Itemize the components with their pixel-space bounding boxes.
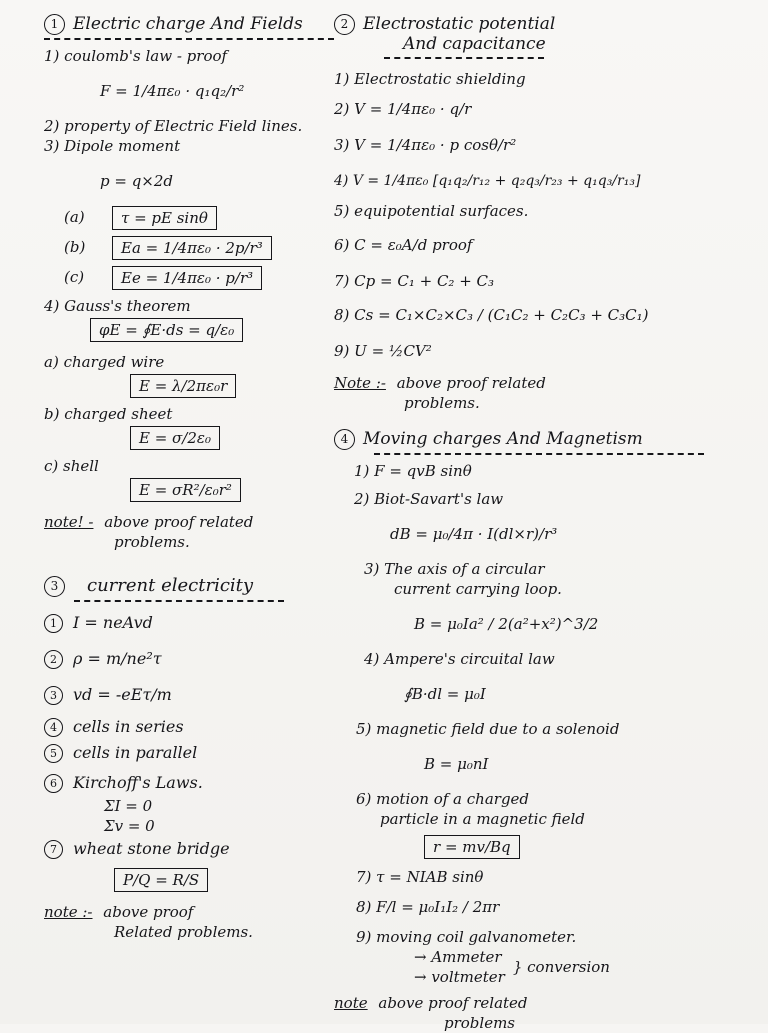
boxed-formula: τ = pE sinθ: [112, 206, 217, 230]
note: [334, 993, 754, 1033]
item-text: I = neAvd: [73, 613, 153, 632]
note-tag: note :-: [44, 903, 93, 921]
boxed-formula: P/Q = R/S: [114, 868, 208, 892]
topic-item: 2) property of Electric Field lines.: [44, 117, 303, 135]
conversion-item: → voltmeter: [414, 968, 505, 986]
topic-item: 1) Electrostatic shielding: [334, 70, 526, 88]
item-text: wheat stone bridge: [73, 839, 230, 858]
topic-item: 9) moving coil galvanometer.: [356, 928, 577, 946]
note-tag: note: [334, 994, 368, 1012]
note-text: problems: [444, 1014, 516, 1032]
kirchoff-law: ΣI = 0: [104, 797, 153, 815]
heading-underline: [384, 57, 544, 59]
topic-item: 3) The axis of a circular: [364, 560, 545, 578]
galvanometer-conversion: [334, 947, 754, 987]
item-number: 6: [44, 774, 63, 793]
radius-formula-wrap: [334, 835, 754, 859]
note-tag: note! -: [44, 513, 94, 531]
heading-underline: [374, 453, 704, 455]
section-title: Electric charge And Fields: [73, 14, 303, 34]
case-label: (b): [64, 238, 86, 256]
boxed-formula: E = σ/2ε₀: [130, 426, 220, 450]
section-title: Moving charges And Magnetism: [363, 429, 643, 449]
boxed-formula: φE = ∮E·ds = q/ε₀: [90, 318, 243, 342]
list-item: [44, 836, 334, 862]
case-formula-wrap: [44, 426, 334, 450]
topic-item: 2) V = 1/4πε₀ · q/r: [334, 100, 472, 118]
case-label: c) shell: [44, 457, 99, 475]
gauss-formula-wrap: [44, 318, 334, 342]
note: [44, 512, 334, 552]
formula: F = 1/4πε₀ · q₁q₂/r²: [100, 82, 245, 100]
boxed-formula: Ea = 1/4πε₀ · 2p/r³: [112, 236, 272, 260]
section-moving-charges: [334, 429, 754, 1033]
title-line: And capacitance: [403, 34, 546, 54]
note-text: above proof related: [378, 994, 528, 1012]
topic-item: 4) Ampere's circuital law: [364, 650, 555, 668]
section-number: 4: [334, 429, 355, 450]
case-label: (c): [64, 268, 85, 286]
wheatstone-formula-wrap: [44, 868, 334, 892]
case-label: b) charged sheet: [44, 405, 173, 423]
dipole-cases: [44, 206, 334, 290]
list-item: [44, 646, 334, 672]
section-electric-charges: [44, 14, 334, 552]
topic-item: 2) Biot-Savart's law: [354, 490, 504, 508]
dipole-case: [64, 266, 334, 290]
topic-item: current carrying loop.: [394, 580, 562, 598]
note-text: above proof related: [396, 374, 546, 392]
topic-item: 9) U = ½CV²: [334, 342, 432, 360]
section-number: 1: [44, 14, 65, 35]
topic-item: 8) F/l = μ₀I₁I₂ / 2πr: [356, 898, 500, 916]
title-line: Electrostatic potential: [363, 14, 556, 34]
item-text: ρ = m/ne²τ: [73, 649, 162, 668]
boxed-formula: Ee = 1/4πε₀ · p/r³: [112, 266, 262, 290]
note: [44, 902, 334, 942]
section-heading: [334, 14, 754, 54]
note-text: Related problems.: [114, 923, 253, 941]
dipole-case: [64, 236, 334, 260]
topic-item: 5) equipotential surfaces.: [334, 202, 529, 220]
item-number: 7: [44, 840, 63, 859]
section-title: current electricity: [87, 575, 254, 596]
topic-item: 6) motion of a charged: [356, 790, 530, 808]
item-number: 3: [44, 686, 63, 705]
formula: p = q×2d: [100, 172, 174, 190]
list-item: [44, 770, 334, 796]
heading-underline: [74, 600, 284, 602]
note: [334, 373, 754, 413]
formula: dB = μ₀/4π · I(dl×r)/r³: [390, 525, 558, 543]
item-number: 2: [44, 650, 63, 669]
note-text: above proof related: [104, 513, 254, 531]
case-label: a) charged wire: [44, 353, 165, 371]
topic-item: 3) Dipole moment: [44, 137, 181, 155]
topic-item: 4) V = 1/4πε₀ [q₁q₂/r₁₂ + q₂q₃/r₂₃ + q₁q₃/r₁₃]: [334, 173, 641, 189]
topic-item: 8) Cs = C₁×C₂×C₃ / (C₁C₂ + C₂C₃ + C₃C₁): [334, 306, 649, 324]
note-text: problems.: [114, 533, 190, 551]
item-number: 5: [44, 744, 63, 763]
topic-item: 1) F = qvB sinθ: [354, 462, 472, 480]
dipole-case: [64, 206, 334, 230]
topic-item: 7) Cp = C₁ + C₂ + C₃: [334, 272, 495, 290]
section-heading: [44, 14, 334, 35]
case-formula-wrap: [44, 374, 334, 398]
section-current-electricity: [44, 576, 334, 942]
conversion-label: } conversion: [512, 958, 610, 976]
section-heading: [334, 429, 754, 450]
conversion-item: → Ammeter: [414, 948, 502, 966]
topic-item: 5) magnetic field due to a solenoid: [356, 720, 620, 738]
boxed-formula: E = λ/2πε₀r: [130, 374, 236, 398]
item-text: cells in parallel: [73, 743, 198, 762]
formula: ∮B·dl = μ₀I: [404, 685, 486, 703]
left-column: [44, 14, 334, 942]
item-text: vd = -eEτ/m: [73, 685, 172, 704]
item-text: Kirchoff's Laws.: [73, 773, 203, 792]
case-formula-wrap: [44, 478, 334, 502]
topic-item: 1) coulomb's law - proof: [44, 47, 228, 65]
note-text: above proof: [103, 903, 194, 921]
note-tag: Note :-: [334, 374, 386, 392]
heading-underline: [44, 38, 334, 40]
list-item: [44, 714, 334, 740]
item-text: cells in series: [73, 717, 184, 736]
item-number: 4: [44, 718, 63, 737]
note-text: problems.: [404, 394, 480, 412]
kirchoff-law: Σv = 0: [104, 817, 155, 835]
topic-item: 3) V = 1/4πε₀ · p cosθ/r²: [334, 136, 517, 154]
item-number: 1: [44, 614, 63, 633]
section-electrostatic-potential: [334, 14, 754, 413]
right-column: [334, 14, 754, 1033]
list-item: [44, 610, 334, 636]
topic-item: 6) C = ε₀A/d proof: [334, 236, 473, 254]
formula: B = μ₀Ia² / 2(a²+x²)^3/2: [414, 615, 599, 633]
formula: B = μ₀nI: [424, 755, 489, 773]
list-item: [44, 682, 334, 708]
section-number: 3: [44, 576, 65, 597]
section-title: [363, 14, 555, 54]
boxed-formula: E = σR²/ε₀r²: [130, 478, 241, 502]
gauss-cases: [44, 352, 334, 502]
topic-item: 7) τ = NIAB sinθ: [356, 868, 484, 886]
section-heading: [44, 576, 334, 597]
section-number: 2: [334, 14, 355, 35]
topic-item: particle in a magnetic field: [380, 810, 585, 828]
topic-item: 4) Gauss's theorem: [44, 297, 191, 315]
case-label: (a): [64, 208, 85, 226]
list-item: [44, 740, 334, 766]
boxed-formula: r = mv/Bq: [424, 835, 520, 859]
